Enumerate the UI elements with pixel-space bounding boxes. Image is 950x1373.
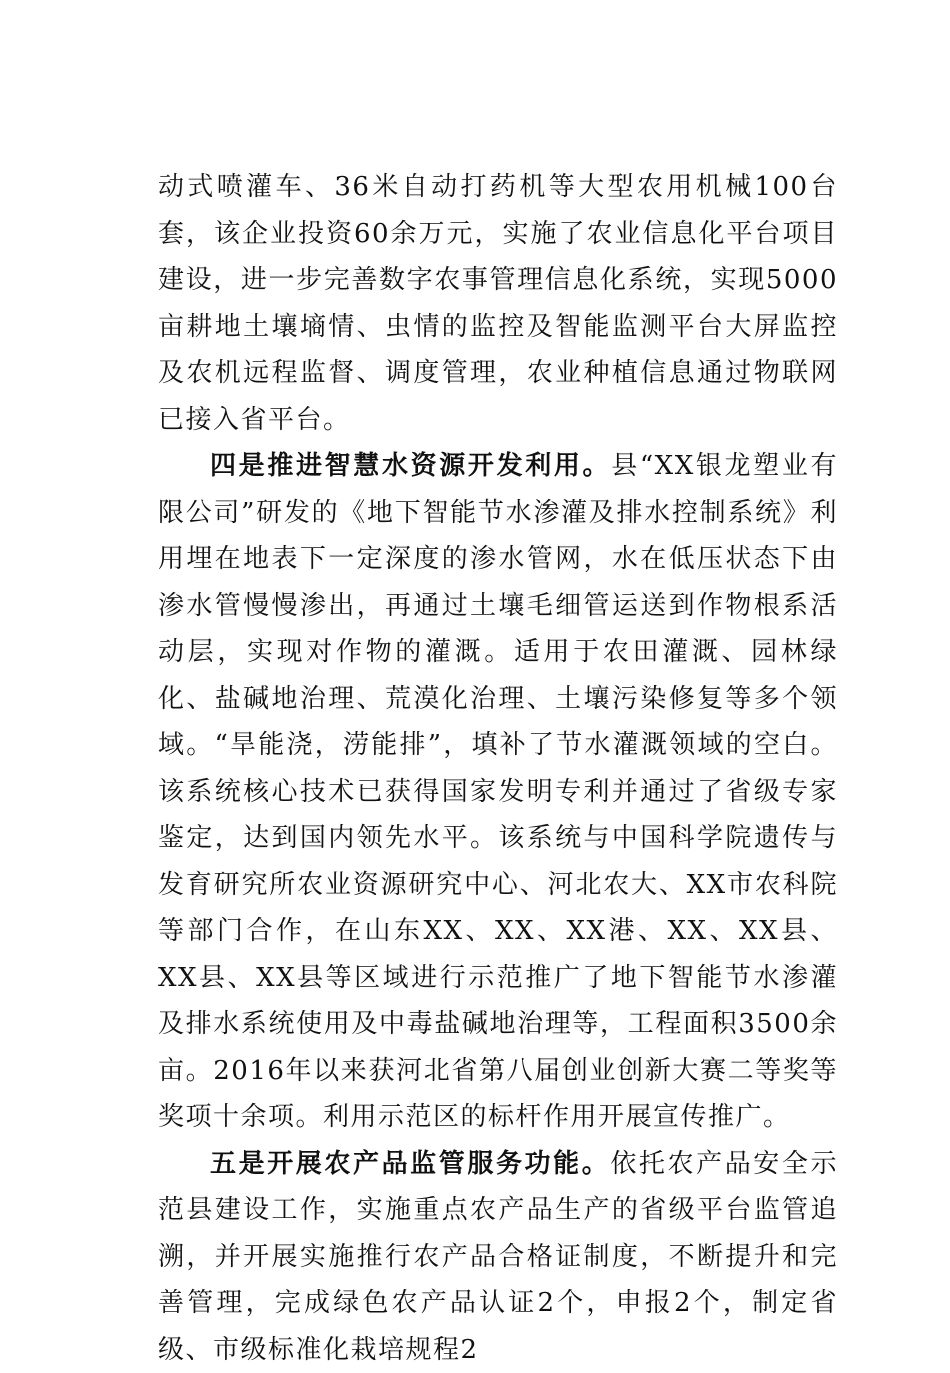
paragraph-text: 县“XX银龙塑业有限公司”研发的《地下智能节水渗灌及排水控制系统》利用埋在地表下一定深度的渗水管网，水在低压状态下由渗水管慢慢渗出，再通过土壤毛细管运送到作物根系活动层，实现对作物的灌溉。适用于农田灌溉、园林绿化、盐碱地治理、荒漠化治理、土壤污染修复等多个领域。“旱能浇，涝能排”，填补了节水灌溉领域的空白。该系统核心技术已获得国家发明专利并通过了省级专家鉴定，达到国内领先水平。该系统与中国科学院遗传与发育研究所农业资源研究中心、河北农大、XX市农科院等部门合作，在山东XX、XX、XX港、XX、XX县、XX县、XX县等区域进行示范推广了地下智能节水渗灌及排水系统使用及中毒盐碱地治理等，工程面积3500余亩。2016年以来获河北省第八届创业创新大赛二等奖等奖项十余项。利用示范区的标杆作用开展宣传推广。 [158, 451, 838, 1132]
paragraph-text: 依托农产品安全示范县建设工作，实施重点农产品生产的省级平台监管追溯，并开展实施推行农产品合格证制度，不断提升和完善管理，完成绿色农产品认证2个，申报2个，制定省级、市级标准化栽培规程2 [158, 1149, 838, 1365]
document-body [158, 164, 838, 1373]
paragraph-smart-water [158, 443, 838, 1141]
paragraph-lead: 四是推进智慧水资源开发利用。 [210, 451, 611, 481]
paragraph-product-supervision [158, 1141, 838, 1373]
paragraph-text: 动式喷灌车、36米自动打药机等大型农用机械100台套，该企业投资60余万元，实施了农业信息化平台项目建设，进一步完善数字农事管理信息化系统，实现5000亩耕地土壤墒情、虫情的监控及智能监测平台大屏监控及农机远程监督、调度管理，农业种植信息通过物联网已接入省平台。 [158, 172, 838, 435]
paragraph-lead: 五是开展农产品监管服务功能。 [210, 1149, 610, 1179]
paragraph-continuation [158, 164, 838, 443]
